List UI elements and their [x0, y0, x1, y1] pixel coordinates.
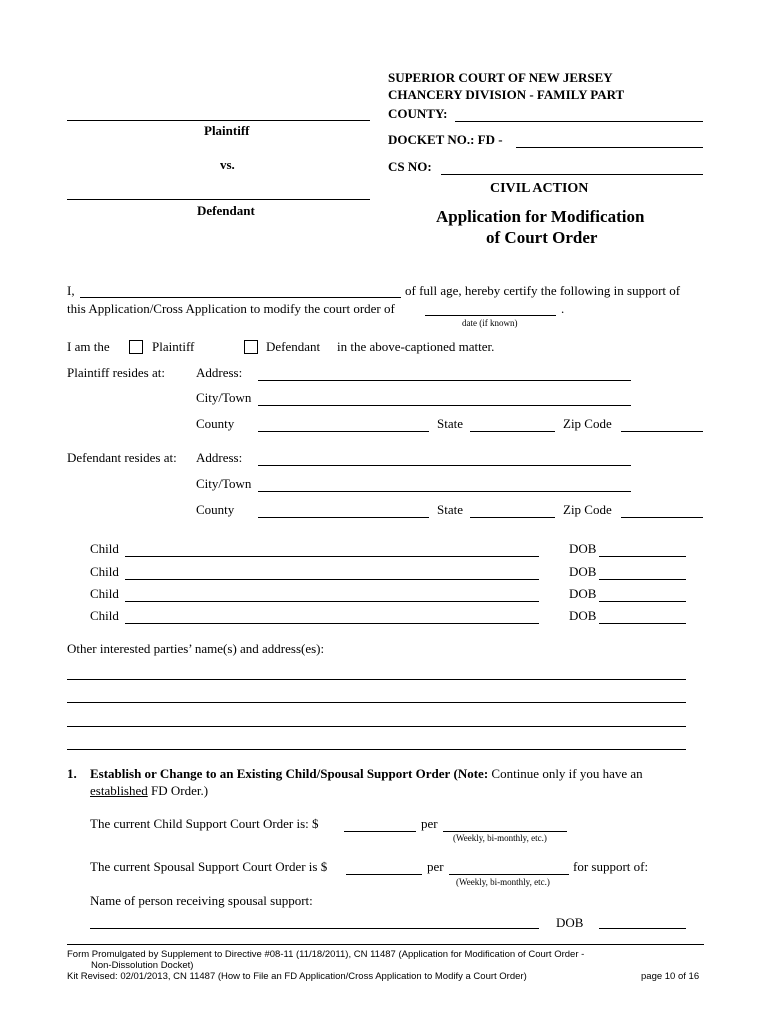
footer-line-2: Non-Dissolution Docket): [91, 960, 194, 971]
plaintiff-zip-label: Zip Code: [563, 416, 612, 431]
county-field[interactable]: [455, 107, 703, 122]
defendant-address-label: Address:: [196, 450, 243, 465]
plaintiff-county-label: County: [196, 416, 235, 431]
spousal-support-label: The current Spousal Support Court Order is $: [90, 859, 328, 874]
docket-number-field[interactable]: [516, 133, 703, 148]
footer-divider: [67, 944, 704, 945]
child-3-name-field[interactable]: [125, 587, 539, 602]
defendant-zip-label: Zip Code: [563, 502, 612, 517]
child-1-dob-label: DOB: [569, 541, 597, 556]
section-1-title: Establish or Change to an Existing Child/Spousal Support Order: [90, 766, 451, 781]
child-3-dob-label: DOB: [569, 586, 597, 601]
date-hint: date (if known): [462, 318, 518, 328]
plaintiff-checkbox[interactable]: [129, 340, 143, 354]
matter-text: in the above-captioned matter.: [337, 339, 495, 354]
applicant-name-field[interactable]: [80, 283, 401, 298]
certify-text-line2: this Application/Cross Application to modify the court order of: [67, 301, 395, 316]
defendant-state-label: State: [437, 502, 463, 517]
plaintiff-city-field[interactable]: [258, 391, 631, 406]
other-parties-label: Other interested parties’ name(s) and address(es):: [67, 641, 325, 656]
child-support-frequency-hint: (Weekly, bi-monthly, etc.): [453, 833, 547, 843]
child-4-dob-field[interactable]: [599, 609, 686, 624]
child-2-label: Child: [90, 564, 119, 579]
certify-prefix: I,: [67, 283, 75, 298]
child-support-frequency-field[interactable]: [443, 817, 567, 832]
child-1-dob-field[interactable]: [599, 542, 686, 557]
plaintiff-county-field[interactable]: [258, 417, 429, 432]
spousal-support-frequency-field[interactable]: [449, 860, 569, 875]
child-2-name-field[interactable]: [125, 565, 539, 580]
plaintiff-state-field[interactable]: [470, 417, 555, 432]
note-open: (Note:: [453, 766, 489, 781]
child-2-dob-label: DOB: [569, 564, 597, 579]
section-1-heading-line2: [90, 783, 208, 799]
county-label: COUNTY:: [388, 106, 448, 121]
receiving-support-label: Name of person receiving spousal support:: [90, 893, 313, 908]
defendant-city-label: City/Town: [196, 476, 252, 491]
defendant-name-field[interactable]: [67, 185, 370, 200]
footer-line-3: Kit Revised: 02/01/2013, CN 11487 (How to File an FD Application/Cross Application to Modify a Court Order): [67, 971, 527, 982]
plaintiff-city-label: City/Town: [196, 390, 252, 405]
section-1-number: 1.: [67, 766, 77, 781]
spousal-support-amount-field[interactable]: [346, 860, 422, 875]
versus-label: vs.: [220, 157, 235, 172]
defendant-resides-label: Defendant resides at:: [67, 450, 177, 465]
docket-label: DOCKET NO.: FD -: [388, 132, 503, 147]
spousal-support-frequency-hint: (Weekly, bi-monthly, etc.): [456, 877, 550, 887]
defendant-zip-field[interactable]: [621, 503, 703, 518]
child-4-label: Child: [90, 608, 119, 623]
child-1-name-field[interactable]: [125, 542, 539, 557]
receiving-support-name-field[interactable]: [90, 928, 539, 929]
defendant-city-field[interactable]: [258, 477, 631, 492]
child-support-label: The current Child Support Court Order is: $: [90, 816, 319, 831]
plaintiff-caption-label: Plaintiff: [204, 123, 250, 138]
plaintiff-name-field[interactable]: [67, 106, 370, 121]
note-text: Continue only if you have an: [491, 766, 643, 781]
section-1-heading: [90, 766, 643, 782]
plaintiff-option-label: Plaintiff: [152, 339, 195, 354]
child-4-dob-label: DOB: [569, 608, 597, 623]
certify-text: of full age, hereby certify the following in support of: [405, 283, 681, 298]
order-date-field[interactable]: [425, 301, 556, 316]
child-support-per-label: per: [421, 816, 438, 831]
cs-number-field[interactable]: [441, 160, 703, 175]
defendant-state-field[interactable]: [470, 503, 555, 518]
certify-period: .: [561, 301, 565, 316]
defendant-county-label: County: [196, 502, 235, 517]
established-text: established: [90, 783, 148, 798]
defendant-county-field[interactable]: [258, 503, 429, 518]
receiving-dob-label: DOB: [556, 915, 584, 930]
child-support-amount-field[interactable]: [344, 817, 416, 832]
spousal-support-per-label: per: [427, 859, 444, 874]
plaintiff-zip-field[interactable]: [621, 417, 703, 432]
child-3-label: Child: [90, 586, 119, 601]
fd-order-text: FD Order.): [151, 783, 209, 798]
defendant-checkbox[interactable]: [244, 340, 258, 354]
cs-label: CS NO:: [388, 159, 432, 174]
court-name: SUPERIOR COURT OF NEW JERSEY: [388, 70, 613, 85]
child-4-name-field[interactable]: [125, 609, 539, 624]
receiving-dob-field[interactable]: [599, 928, 686, 929]
plaintiff-address-field[interactable]: [258, 366, 631, 381]
other-parties-line-4[interactable]: [67, 749, 686, 750]
footer-line-1: Form Promulgated by Supplement to Directive #08-11 (11/18/2011), CN 11487 (Application for Modification of Court Order -: [67, 949, 585, 960]
plaintiff-state-label: State: [437, 416, 463, 431]
other-parties-line-3[interactable]: [67, 726, 686, 727]
i-am-the-label: I am the: [67, 339, 110, 354]
other-parties-line-1[interactable]: [67, 679, 686, 680]
defendant-option-label: Defendant: [266, 339, 321, 354]
plaintiff-address-label: Address:: [196, 365, 243, 380]
child-3-dob-field[interactable]: [599, 587, 686, 602]
defendant-caption-label: Defendant: [197, 203, 255, 218]
for-support-of-label: for support of:: [573, 859, 649, 874]
form-title: Application for Modification: [436, 207, 645, 226]
defendant-address-field[interactable]: [258, 451, 631, 466]
civil-action-label: CIVIL ACTION: [490, 181, 589, 196]
child-2-dob-field[interactable]: [599, 565, 686, 580]
page-number: page 10 of 16: [641, 971, 700, 982]
form-title-line2: of Court Order: [486, 228, 598, 247]
plaintiff-resides-label: Plaintiff resides at:: [67, 365, 165, 380]
court-division: CHANCERY DIVISION - FAMILY PART: [388, 87, 625, 102]
other-parties-line-2[interactable]: [67, 702, 686, 703]
child-1-label: Child: [90, 541, 119, 556]
